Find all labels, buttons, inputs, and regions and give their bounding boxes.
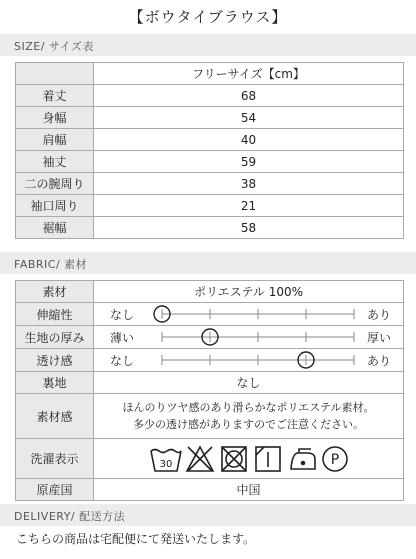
care-symbols [149, 443, 349, 475]
size-label: 裾幅 [16, 217, 94, 239]
size-label: 身幅 [16, 107, 94, 129]
size-section-header [0, 34, 416, 56]
stretch-scale-track [150, 303, 366, 325]
origin-value: 中国 [94, 479, 404, 501]
size-label: 袖丈 [16, 151, 94, 173]
delivery-text: こちらの商品は宅配便にて発送いたします。 [16, 532, 256, 546]
size-value: 68 [94, 85, 404, 107]
no-bleach-icon [187, 447, 213, 471]
sheer-left-text: なし [110, 354, 135, 368]
table-row [16, 107, 404, 129]
care-label: 洗濯表示 [16, 439, 94, 479]
texture-line-2: 多少の透け感がありますのでご注意ください。 [133, 418, 364, 431]
iron-low-icon [291, 449, 315, 469]
stretch-label: 伸縮性 [16, 303, 94, 326]
size-value: 40 [94, 129, 404, 151]
dry-clean-p-icon [323, 447, 347, 471]
thickness-scale [94, 326, 403, 348]
size-value: 58 [94, 217, 404, 239]
fabric-table [15, 280, 404, 501]
lining-value: なし [94, 372, 404, 394]
table-row [16, 217, 404, 239]
table-row [16, 129, 404, 151]
origin-label: 原産国 [16, 479, 94, 501]
table-row [16, 85, 404, 107]
dry-clean-letter: P [330, 451, 339, 468]
material-value: ポリエステル 100% [94, 281, 404, 303]
stretch-right-text: あり [366, 308, 391, 322]
lining-label: 裏地 [16, 372, 94, 394]
size-value: 59 [94, 151, 404, 173]
sheer-right-text: あり [366, 354, 391, 368]
fabric-section-header [0, 252, 416, 274]
delivery-section-heading: DELIVERY/ 配送方法 [14, 510, 126, 523]
no-tumble-dry-icon [222, 447, 246, 471]
sheer-label: 透け感 [16, 349, 94, 372]
size-header-blank [16, 63, 94, 85]
wash-temp-text: 30 [159, 458, 172, 470]
sheer-scale-track [150, 349, 366, 371]
stretch-left-text: なし [110, 308, 135, 322]
size-value: 54 [94, 107, 404, 129]
texture-label: 素材感 [16, 394, 94, 439]
size-table [15, 62, 404, 239]
texture-line-1: ほんのりツヤ感のあり滑らかなポリエステル素材。 [122, 401, 375, 414]
thickness-label: 生地の厚み [16, 326, 94, 349]
thickness-right-text: 厚い [366, 331, 391, 345]
drip-dry-shade-icon [256, 447, 280, 471]
table-row [16, 151, 404, 173]
page-title: 【ボウタイブラウス】 [128, 8, 288, 26]
fabric-section-heading: FABRIC/ 素材 [14, 258, 88, 271]
sheer-scale [94, 349, 403, 371]
size-value: 21 [94, 195, 404, 217]
wash-30-tub-icon [151, 449, 181, 471]
delivery-section-header [0, 504, 416, 526]
size-header-value: フリーサイズ【cm】 [94, 63, 404, 85]
size-value: 38 [94, 173, 404, 195]
material-label: 素材 [16, 281, 94, 303]
thickness-left-text: 薄い [110, 331, 135, 345]
size-label: 着丈 [16, 85, 94, 107]
table-row [16, 173, 404, 195]
size-section-heading: SIZE/ サイズ表 [14, 40, 95, 53]
table-row [16, 195, 404, 217]
size-label: 二の腕周り [16, 173, 94, 195]
size-label: 袖口周り [16, 195, 94, 217]
size-label: 肩幅 [16, 129, 94, 151]
thickness-scale-track [150, 326, 366, 348]
stretch-scale [94, 303, 403, 325]
